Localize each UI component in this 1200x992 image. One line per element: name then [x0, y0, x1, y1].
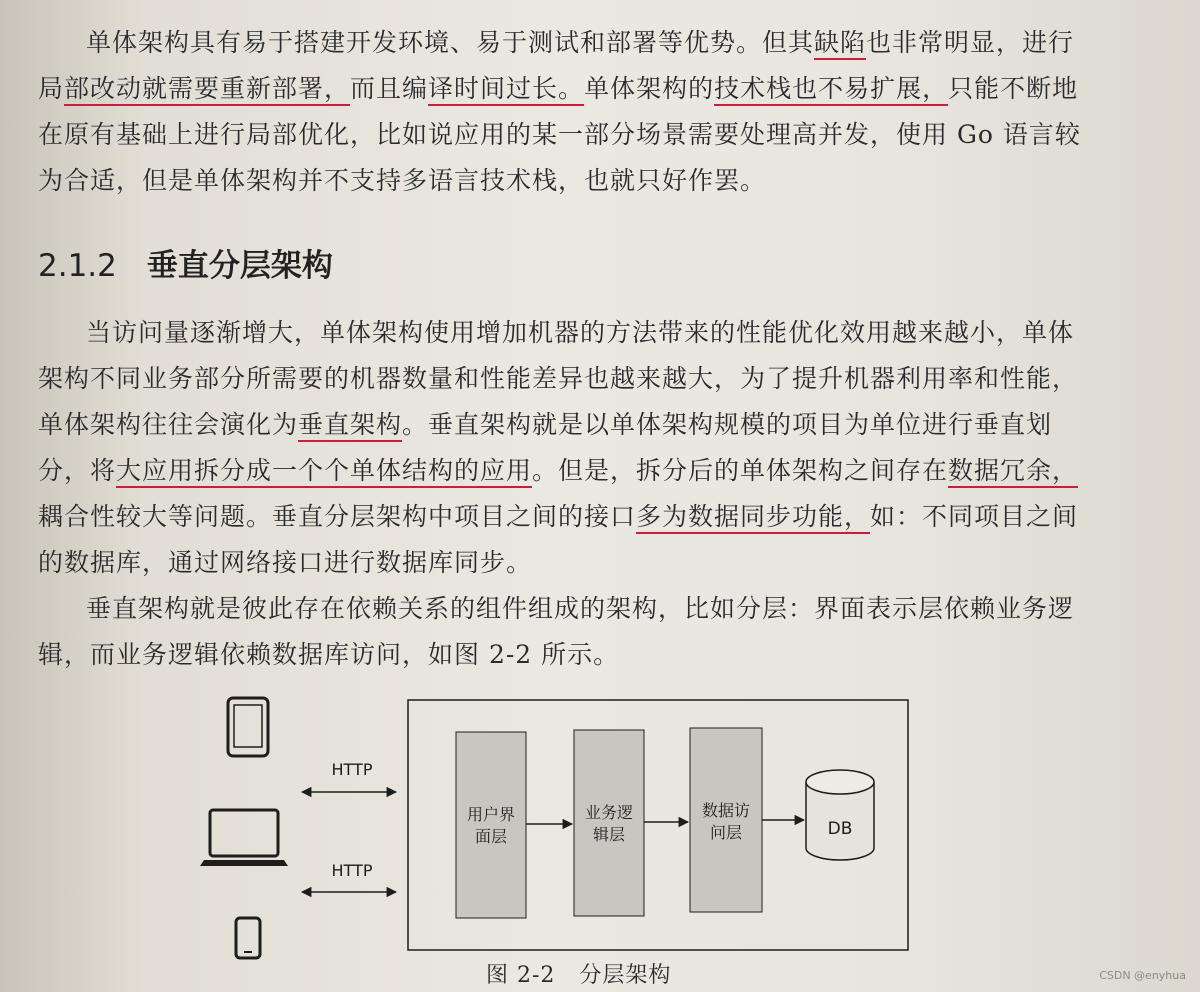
layer-label: 用户界: [466, 805, 516, 824]
text-segment: 单体架构具有易于搭建开发环境、易于测试和部署等优势。但其: [86, 28, 815, 57]
layer-data-access: [690, 728, 762, 912]
layered-architecture-figure: [200, 690, 920, 960]
paragraph-2-text: [38, 318, 1078, 577]
underlined-phrase: 数据冗余，: [948, 456, 1079, 485]
figure-diagram: [200, 690, 920, 960]
db-label: DB: [827, 819, 853, 839]
layer-label: 数据访: [701, 801, 751, 820]
underlined-phrase: 大应用拆分成一个个单体结构的应用: [116, 456, 533, 485]
underlined-phrase: 垂直架构: [298, 410, 403, 439]
http-connection-top: [302, 760, 396, 792]
underlined-phrase: 多为数据同步功能，: [636, 502, 871, 531]
paragraph-3-text: 垂直架构就是彼此存在依赖关系的组件组成的架构，比如分层：界面表示层依赖业务逻辑，而业务逻辑依赖数据库访问，如图 2-2 所示。: [38, 594, 1075, 669]
text-segment: 。但是，拆分后的单体架构之间存在: [532, 456, 949, 485]
watermark: CSDN @enyhua: [1099, 969, 1186, 982]
layer-label: 问层: [709, 823, 743, 842]
tablet-icon: [228, 698, 268, 756]
http-label: HTTP: [331, 861, 373, 880]
phone-icon: [236, 918, 260, 958]
layer-ui: [456, 732, 526, 918]
section-title: 垂直分层架构: [146, 248, 333, 284]
text-segment: 如：不同项目之间的数据库，通过网络接口进行数据库同步。: [38, 502, 1079, 577]
text-segment: 单体架构的: [584, 74, 715, 103]
underlined-phrase: 部改动就需要重新部署，: [64, 74, 351, 103]
figure-caption: [486, 958, 671, 989]
text-segment: 而且编: [350, 74, 429, 103]
figure-title: 分层架构: [579, 963, 672, 988]
layer-label: 业务逻: [584, 803, 634, 822]
laptop-icon: [200, 810, 288, 866]
text-segment: 。垂直架构就是以单体架构规模的项目为单位进行垂直划分，将: [38, 410, 1053, 485]
http-label: HTTP: [331, 760, 373, 779]
paragraph-layering-intro: [38, 586, 1094, 678]
text-segment: 当访问量逐渐增大，单体架构使用增加机器的方法带来的性能优化效用越来越小，单体架构不同业务部分所需要的机器数量和性能差异也越来越大，为了提升机器利用率和性能，单体架构往往会演化为: [38, 318, 1079, 439]
section-number: 2.1.2: [38, 248, 117, 284]
paragraph-vertical-architecture: [38, 310, 1094, 586]
paragraph-monolith-drawbacks: [38, 20, 1094, 204]
text-segment: 只能不断地在原有基础上进行局部优化，比如说应用的某一部分场景需要处理高并发，使用 Go 语言较为合适，但是单体架构并不支持多语言技术栈，也就只好作罢。: [38, 74, 1081, 195]
underlined-phrase: 技术栈也不易扩展，: [714, 74, 949, 103]
underlined-phrase: 缺陷: [814, 28, 867, 57]
section-heading: [38, 240, 333, 285]
http-connection-bottom: [302, 861, 396, 892]
layer-label: 面层: [474, 827, 508, 846]
text-segment: 耦合性较大等问题。垂直分层架构中项目之间的接口: [38, 502, 637, 531]
figure-number: 图 2-2: [486, 963, 556, 988]
database-icon: [806, 770, 874, 860]
text-segment: 也非常明显，进行局: [38, 28, 1075, 103]
underlined-phrase: 译时间过长。: [428, 74, 585, 103]
layer-business-logic: [574, 730, 644, 916]
paragraph-1-text: [38, 28, 1081, 195]
layer-label: 辑层: [592, 825, 626, 844]
